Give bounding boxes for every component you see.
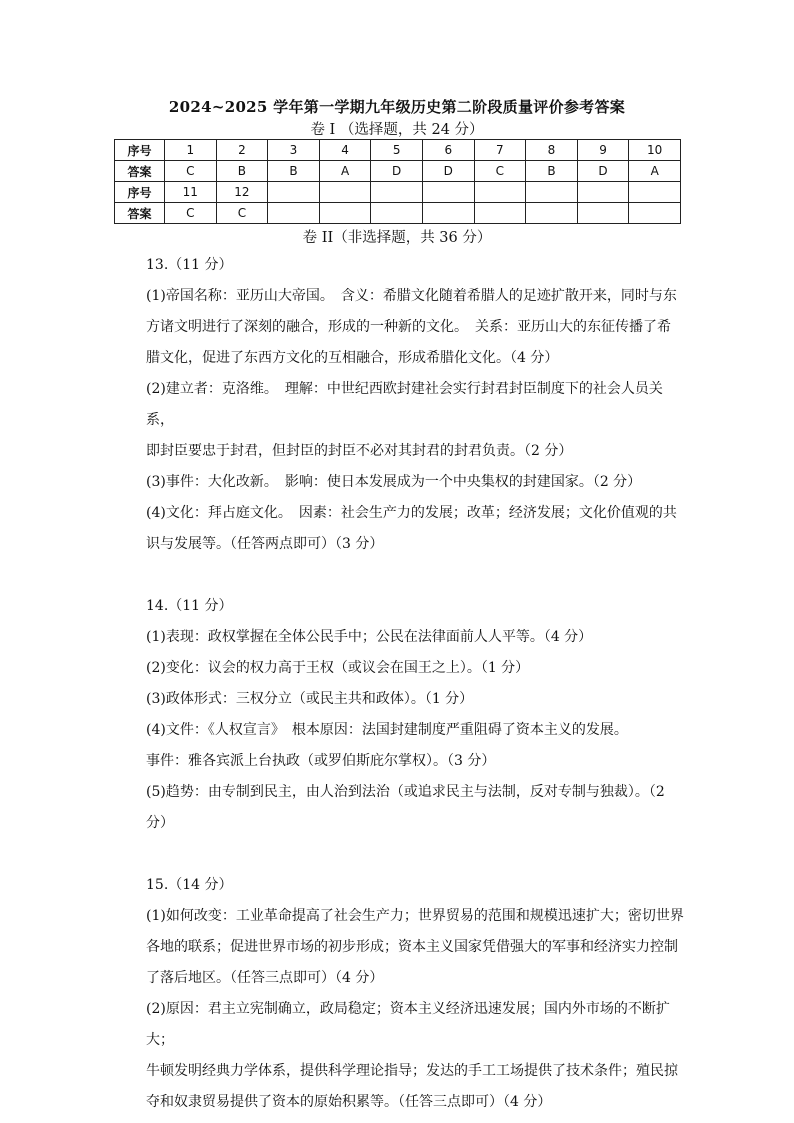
table-cell: 2 (216, 140, 268, 161)
document-title: 2024~2025 学年第一学期九年级历史第二阶段质量评价参考答案 (168, 98, 626, 116)
answer-content (146, 250, 686, 1118)
table-cell: B (216, 161, 268, 182)
table-cell (474, 203, 526, 224)
table-cell: A (629, 161, 681, 182)
table-cell: C (474, 161, 526, 182)
answer-table (114, 139, 681, 224)
table-cell (526, 182, 578, 203)
table-cell: C (165, 203, 217, 224)
table-row (115, 161, 681, 182)
answer-line: (1)表现：政权掌握在全体公民手中；公民在法律面前人人平等。（4 分） (146, 629, 593, 645)
table-cell: 3 (268, 140, 320, 161)
answer-line: (2)建立者：克洛维。 理解：中世纪西欧封建社会实行封君封臣制度下的社会人员关系， (146, 381, 663, 428)
table-cell: 9 (577, 140, 629, 161)
part1-title: 卷 I （选择题，共 24 分） (310, 122, 484, 138)
table-cell: 4 (319, 140, 371, 161)
table-cell (268, 203, 320, 224)
table-cell (422, 182, 474, 203)
table-cell: 7 (474, 140, 526, 161)
table-cell: C (216, 203, 268, 224)
answer-line: (3)事件：大化改新。 影响：使日本发展成为一个中央集权的封建国家。（2 分） (146, 474, 642, 490)
table-cell (319, 203, 371, 224)
table-cell (319, 182, 371, 203)
answer-line: (5)趋势：由专制到民主，由人治到法治（或追求民主与法制，反对专制与独裁）。（2 分） (146, 784, 665, 831)
table-cell (629, 203, 681, 224)
table-cell: 8 (526, 140, 578, 161)
table-cell: 5 (371, 140, 423, 161)
table-row (115, 140, 681, 161)
table-cell: D (422, 161, 474, 182)
table-cell (474, 182, 526, 203)
table-cell: B (268, 161, 320, 182)
answer-line: (2)变化：议会的权力高于王权（或议会在国王之上）。（1 分） (146, 660, 530, 676)
answer-line: 即封臣要忠于封君，但封臣的封臣不必对其封君的封君负责。（2 分） (146, 443, 573, 459)
table-row (115, 182, 681, 203)
answer-line: 牛顿发明经典力学体系，提供科学理论指导；发达的手工工场提供了技术条件；殖民掠 (146, 1063, 678, 1079)
answer-line: 各地的联系；促进世界市场的初步形成；资本主义国家凭借强大的军事和经济实力控制 (146, 939, 678, 955)
table-row (115, 203, 681, 224)
row-label-answer: 答案 (115, 203, 165, 224)
table-cell: 12 (216, 182, 268, 203)
question-13-heading: 13.（11 分） (146, 257, 233, 273)
answer-line: 方诸文明进行了深刻的融合，形成的一种新的文化。 关系：亚历山大的东征传播了希 (146, 319, 671, 335)
table-cell (422, 203, 474, 224)
table-cell: B (526, 161, 578, 182)
answer-line: (4)文件：《人权宣言》 根本原因：法国封建制度严重阻碍了资本主义的发展。 (146, 722, 628, 738)
table-cell (629, 182, 681, 203)
table-cell: A (319, 161, 371, 182)
table-cell (371, 182, 423, 203)
answer-line: (3)政体形式：三权分立（或民主共和政体）。（1 分） (146, 691, 474, 707)
answer-line: 夺和奴隶贸易提供了资本的原始积累等。（任答三点即可）（4 分） (146, 1094, 552, 1110)
table-cell: 10 (629, 140, 681, 161)
table-cell: D (371, 161, 423, 182)
question-14-heading: 14.（11 分） (146, 598, 233, 614)
table-cell: 6 (422, 140, 474, 161)
answer-line: (1)帝国名称：亚历山大帝国。 含义：希腊文化随着希腊人的足迹扩散开来，同时与东 (146, 288, 677, 304)
answer-line: 事件：雅各宾派上台执政（或罗伯斯庇尔掌权）。（3 分） (146, 753, 496, 769)
answer-line: 腊文化，促进了东西方文化的互相融合，形成希腊化文化。（4 分） (146, 350, 559, 366)
row-label-answer: 答案 (115, 161, 165, 182)
part2-title: 卷 II（非选择题，共 36 分） (302, 230, 492, 246)
answer-line: (1)如何改变：工业革命提高了社会生产力；世界贸易的范围和规模迅速扩大；密切世界 (146, 908, 684, 924)
answer-line: 识与发展等。（任答两点即可）（3 分） (146, 536, 384, 552)
row-label-number: 序号 (115, 182, 165, 203)
table-cell: D (577, 161, 629, 182)
answer-line: (4)文化：拜占庭文化。 因素：社会生产力的发展；改革；经济发展；文化价值观的共 (146, 505, 677, 521)
row-label-number: 序号 (115, 140, 165, 161)
table-cell (577, 203, 629, 224)
table-cell (526, 203, 578, 224)
table-cell: 11 (165, 182, 217, 203)
answer-line: 了落后地区。（任答三点即可）（4 分） (146, 970, 384, 986)
question-15-heading: 15.（14 分） (146, 877, 233, 893)
table-cell (371, 203, 423, 224)
table-cell: C (165, 161, 217, 182)
table-cell (577, 182, 629, 203)
table-cell (268, 182, 320, 203)
table-cell: 1 (165, 140, 217, 161)
answer-line: (2)原因：君主立宪制确立，政局稳定；资本主义经济迅速发展；国内外市场的不断扩大； (146, 1001, 670, 1048)
